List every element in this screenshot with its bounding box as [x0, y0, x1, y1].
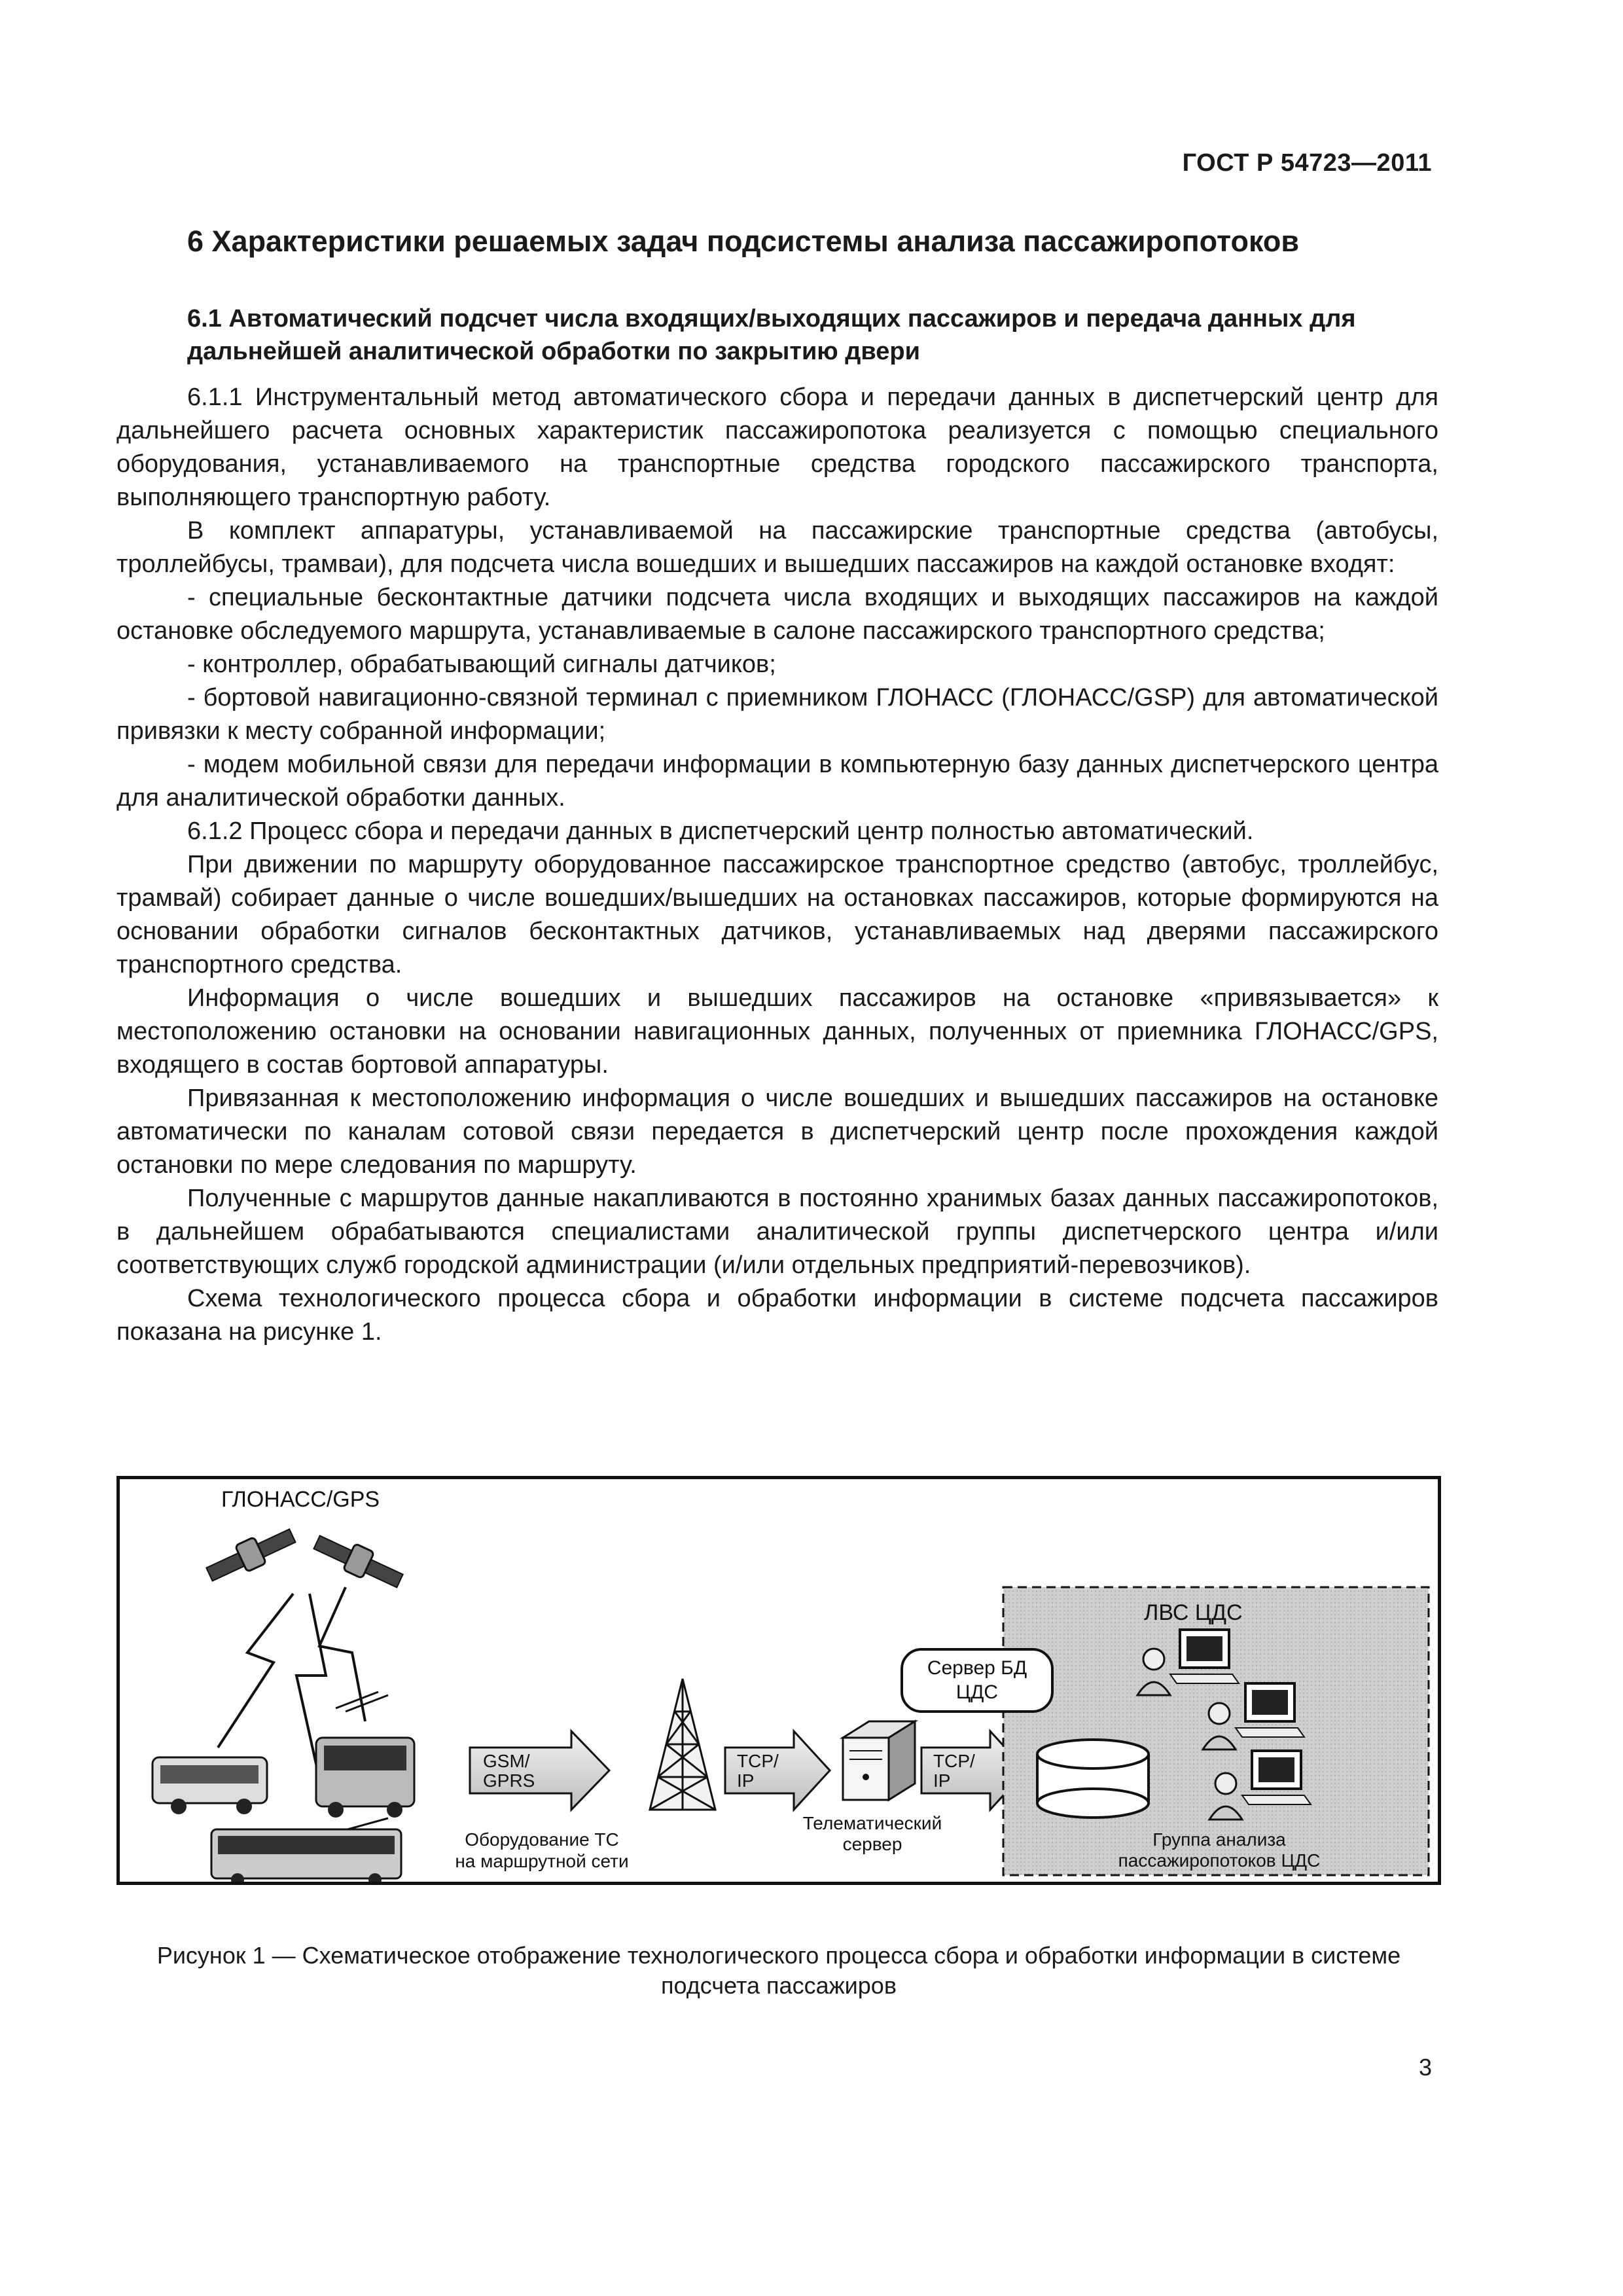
paragraph: При движении по маршруту оборудованное пассажирское транспортное средство (автобус, троллейбус, трамвай) собирает данные о числе вошедших/вышедших на остановках пассажиров, которые формируются на основании обработки сигналов бесконтактных датчиков, устанавливаемых над дверями пассажирского транспортного средства.	[116, 851, 1438, 978]
figure-diagram	[116, 1476, 1441, 1885]
svg-text:IP: IP	[933, 1770, 951, 1791]
svg-text:TCP/: TCP/	[933, 1751, 975, 1771]
tram-icon	[211, 1818, 401, 1882]
equipment-label: Оборудование ТС	[465, 1829, 619, 1850]
satellite-icon	[203, 1522, 298, 1587]
list-item: - контроллер, обрабатывающий сигналы датчиков;	[187, 651, 776, 678]
page-number: 3	[1418, 2054, 1432, 2081]
list-item: - специальные бесконтактные датчики подсчета числа входящих и выходящих пассажиров на каждой остановке обследуемого маршрута, устанавливаемые в салоне пассажирского транспортного средства;	[116, 584, 1438, 645]
standard-id: ГОСТ Р 54723—2011	[1182, 149, 1432, 177]
paragraph: Полученные с маршрутов данные накапливаются в постоянно хранимых базах данных пассажиропотоков, в дальнейшем обрабатываются специалистами аналитической группы диспетчерского центра и/или соответствующих служб городской администрации (и/или отдельных предприятий-перевозчиков).	[116, 1185, 1438, 1279]
paragraph: Привязанная к местоположению информация о числе вошедших и вышедших пассажиров на остановке автоматически по каналам сотовой связи передается в диспетчерский центр после прохождения каждой остановки по мере следования по маршруту.	[116, 1085, 1438, 1179]
list-item: - модем мобильной связи для передачи информации в компьютерную базу данных диспетчерского центра для аналитической обработки данных.	[116, 751, 1438, 812]
paragraph: Информация о числе вошедших и вышедших пассажиров на остановке «привязывается» к местоположению остановки на основании навигационных данных, полученных от приемника ГЛОНАСС/GPS, входящего в состав бортовой аппаратуры.	[116, 984, 1438, 1079]
paragraph: Схема технологического процесса сбора и обработки информации в системе подсчета пассажиров показана на рисунке 1.	[116, 1285, 1438, 1346]
gsm-gprs-arrow	[470, 1731, 609, 1810]
glonass-label: ГЛОНАСС/GPS	[221, 1487, 380, 1512]
document-body	[116, 223, 1438, 1349]
subsection-title: 6.1 Автоматический подсчет числа входящих/выходящих пассажиров и передача данных для дальнейшей аналитической обработки по закрытию двери	[187, 305, 1356, 365]
list-item: - бортовой навигационно-связной терминал с приемником ГЛОНАСС (ГЛОНАСС/GSP) для автоматической привязки к месту собранной информации;	[116, 684, 1438, 745]
server-label: Телематический	[802, 1813, 942, 1833]
database-icon	[1037, 1740, 1149, 1818]
server-label: сервер	[842, 1834, 902, 1854]
trolleybus-icon	[316, 1692, 414, 1818]
diagram-canvas	[120, 1479, 1438, 1882]
server-icon	[843, 1721, 915, 1800]
svg-text:Сервер БД: Сервер БД	[927, 1657, 1027, 1679]
bus-icon	[152, 1757, 267, 1814]
section-title: 6 Характеристики решаемых задач подсистемы анализа пассажиропотоков	[187, 224, 1300, 258]
figure-caption: Рисунок 1 — Схематическое отображение технологического процесса сбора и обработки информации в системе подсчета пассажиров	[156, 1942, 1401, 1999]
svg-text:GSM/: GSM/	[483, 1751, 530, 1771]
svg-text:ЦДС: ЦДС	[955, 1681, 999, 1703]
paragraph: 6.1.2 Процесс сбора и передачи данных в диспетчерский центр полностью автоматический.	[187, 817, 1254, 845]
svg-text:TCP/: TCP/	[737, 1751, 779, 1771]
svg-text:IP: IP	[737, 1770, 755, 1791]
paragraph: В комплект аппаратуры, устанавливаемой на пассажирские транспортные средства (автобусы, троллейбусы, трамваи), для подсчета числа вошедших и вышедших пассажиров на каждой остановке входят:	[116, 517, 1438, 578]
db-server-callout	[902, 1649, 1052, 1712]
tcp-ip-arrow	[725, 1731, 830, 1810]
group-label: пассажиропотоков ЦДС	[1118, 1850, 1321, 1871]
svg-text:GPRS: GPRS	[483, 1770, 535, 1791]
equipment-label: на маршрутной сети	[455, 1851, 629, 1871]
radio-tower-icon	[650, 1679, 715, 1810]
lan-label: ЛВС ЦДС	[1144, 1600, 1243, 1625]
paragraph: 6.1.1 Инструментальный метод автоматического сбора и передачи данных в диспетчерский центр для дальнейшего расчета основных характеристик пассажиропотока реализуется с помощью специального оборудования, устанавливаемого на транспортные средства городского пассажирского транспорта, выполняющего транспортную работу.	[116, 384, 1438, 511]
satellite-icon	[311, 1528, 406, 1593]
group-label: Группа анализа	[1152, 1829, 1286, 1850]
